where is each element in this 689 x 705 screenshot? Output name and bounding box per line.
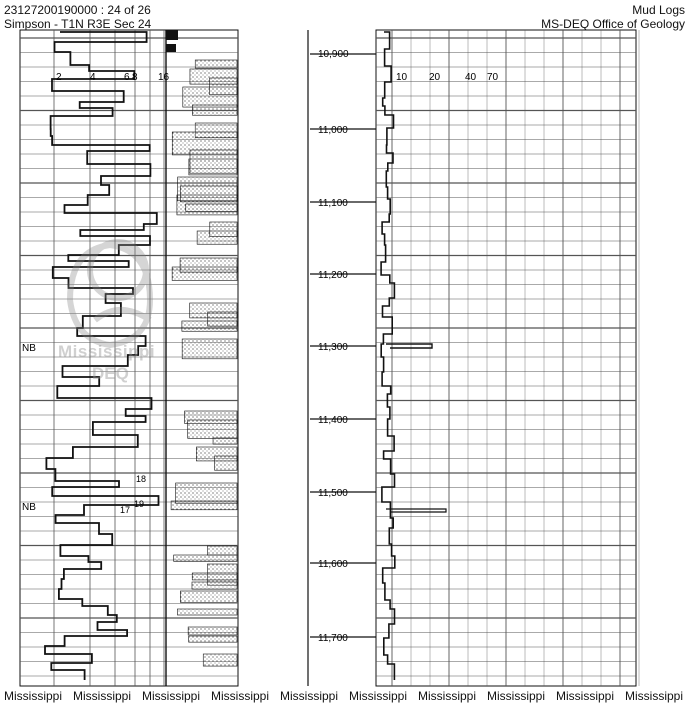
log-type: Mud Logs [632,3,685,17]
watermark-subtext: DEQ [92,364,129,383]
right-scale-label: 10 [396,72,408,83]
lithology-block [203,654,237,666]
lithology-block [186,204,237,211]
well-location: Simpson - T1N R3E Sec 24 [4,17,152,31]
lithology-block [192,573,237,580]
lithology-block [189,636,237,642]
track-annotation: 18 [136,474,147,484]
left-scale-label: 4 [90,72,96,83]
left-scale-label: 8 [132,72,138,83]
lithology-block [188,420,237,438]
gas-line [381,32,395,680]
gas-spike [386,344,432,348]
lithology-block [188,627,237,635]
depth-label: 11,000 [318,125,348,136]
depth-label: 11,200 [318,270,348,281]
footer-label: Mississippi [73,689,132,703]
lithology-block [197,231,237,244]
gas-curve [381,32,446,680]
lithology-block [182,339,237,359]
left-scale-label: 2 [56,72,62,83]
footer-strip [0,688,689,705]
depth-label: 11,300 [318,342,348,353]
lithology-block [182,321,237,331]
watermark-text: Mississippi [58,342,156,361]
lithology-column [166,30,237,666]
lithology-block [171,501,237,510]
footer-label: Mississippi [349,689,408,703]
depth-label: 11,500 [318,488,348,499]
lithology-block [172,267,237,280]
footer-label: Mississippi [211,689,270,703]
formation-marker: NB [22,343,36,354]
footer-label: Mississippi [142,689,201,703]
right-scale-label: 40 [465,72,477,83]
depth-label: 11,100 [318,198,348,209]
lithology-block [176,483,237,503]
lithology-block [180,591,237,602]
formation-marker: NB [22,502,36,513]
footer-label: Mississippi [418,689,477,703]
lithology-block [183,87,237,107]
lithology-block [174,555,237,561]
right-scale-label: 70 [487,72,499,83]
lithology-block [192,105,237,115]
lithology-block [166,30,178,40]
footer-label: Mississippi [280,689,339,703]
footer-label: Mississippi [625,689,684,703]
gas-spike [386,509,446,512]
depth-label: 11,600 [318,559,348,570]
agency-name: MS-DEQ Office of Geology [541,17,685,31]
lithology-block [215,456,237,470]
lithology-block [213,438,237,444]
track-annotation: 17 [120,505,131,515]
footer-label: Mississippi [556,689,615,703]
depth-label: 11,700 [318,633,348,644]
lithology-block [189,159,237,175]
right-track-grid [376,30,639,686]
well-id-page: 23127200190000 : 24 of 26 [4,3,151,17]
depth-label: 11,400 [318,415,348,426]
footer-label: Mississippi [487,689,546,703]
left-scale-label: 6 [124,72,130,83]
lithology-block [166,44,176,52]
left-scale-label: 16 [158,72,170,83]
lithology-block [207,546,237,555]
right-scale-label: 20 [429,72,441,83]
lithology-block [195,60,237,68]
depth-label: 10,900 [318,49,349,60]
track-annotation: 19 [134,499,145,509]
footer-label: Mississippi [4,689,63,703]
lithology-block [192,582,237,589]
lithology-block [177,609,237,615]
